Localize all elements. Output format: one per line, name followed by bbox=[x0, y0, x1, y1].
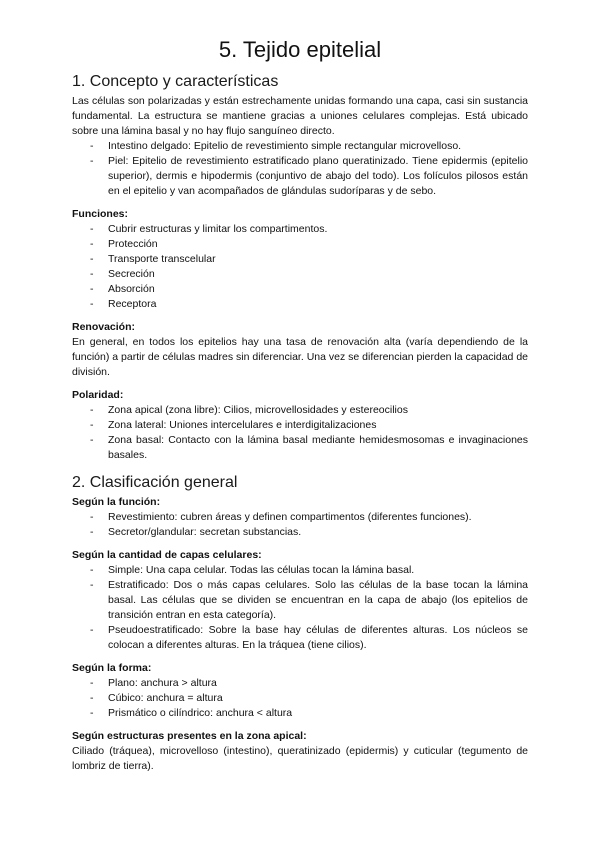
paragraph: Las células son polarizadas y están estrechamente unidas formando una capa, casi sin sustancia fundamental. La estructura se mantiene gracias a uniones celulares complejas. Está ubicado sobre una lámina basal y no hay flujo sanguíneo directo. bbox=[72, 95, 528, 137]
page-title: 5. Tejido epitelial bbox=[218, 37, 382, 62]
list-item: - Zona apical (zona libre): Cilios, microvellosidades y estereocilios bbox=[90, 403, 528, 418]
list-item: - Revestimiento: cubren áreas y definen compartimentos (diferentes funciones). bbox=[90, 510, 528, 525]
subheading: Funciones: bbox=[72, 208, 129, 220]
bullet-list bbox=[72, 563, 528, 653]
subheading: Polaridad: bbox=[72, 389, 124, 401]
list-item: - Pseudoestratificado: Sobre la base hay células de diferentes alturas. Los núcleos se colocan a diferentes alturas. En la tráquea (tiene cilios). bbox=[90, 623, 528, 653]
list-item: - Zona lateral: Uniones intercelulares e interdigitalizaciones bbox=[90, 418, 528, 433]
subheading: Según la forma: bbox=[72, 662, 152, 674]
list-item: - Simple: Una capa celular. Todas las células tocan la lámina basal. bbox=[90, 563, 528, 578]
list-item: - Estratificado: Dos o más capas celulares. Solo las células de la base tocan la lámina basal. Las células que se dividen se encuentran en la capa de abajo (los epitelios de transición entran en esta categoría). bbox=[90, 578, 528, 623]
bullet-list bbox=[72, 403, 528, 463]
subheading: Según estructuras presentes en la zona apical: bbox=[72, 730, 307, 742]
bullet-list bbox=[72, 139, 528, 199]
list-item: - Intestino delgado: Epitelio de revestimiento simple rectangular microvelloso. bbox=[90, 139, 528, 154]
list-item: - Cúbico: anchura = altura bbox=[90, 691, 528, 706]
subheading: Según la cantidad de capas celulares: bbox=[72, 549, 262, 561]
list-item: - Protección bbox=[90, 237, 528, 252]
list-item: - Cubrir estructuras y limitar los compartimentos. bbox=[90, 222, 528, 237]
list-item: - Absorción bbox=[90, 282, 528, 297]
list-item: - Plano: anchura > altura bbox=[90, 676, 528, 691]
paragraph: Ciliado (tráquea), microvelloso (intestino), queratinizado (epidermis) y cuticular (tegumento de lombriz de tierra). bbox=[72, 745, 528, 772]
list-item: - Piel: Epitelio de revestimiento estratificado plano queratinizado. Tiene epidermis (epitelio superior), dermis e hipodermis (conjuntivo de abajo del todo). Los folículos pilosos están en el epitelio y van acompañados de glándulas sudoríparas y de sebo. bbox=[90, 154, 528, 199]
list-item: - Prismático o cilíndrico: anchura < altura bbox=[90, 706, 528, 721]
list-item: - Receptora bbox=[90, 297, 528, 312]
bullet-list bbox=[72, 676, 528, 721]
list-item: - Secreción bbox=[90, 267, 528, 282]
subheading: Renovación: bbox=[72, 321, 136, 333]
list-item: - Transporte transcelular bbox=[90, 252, 528, 267]
section-heading: 2. Clasificación general bbox=[72, 474, 238, 491]
bullet-list bbox=[72, 222, 528, 312]
subheading: Según la función: bbox=[72, 496, 161, 508]
bullet-list bbox=[72, 510, 528, 540]
list-item: - Secretor/glandular: secretan substancias. bbox=[90, 525, 528, 540]
section-heading: 1. Concepto y características bbox=[72, 73, 279, 90]
list-item: - Zona basal: Contacto con la lámina basal mediante hemidesmosomas e invaginaciones basales. bbox=[90, 433, 528, 463]
paragraph: En general, en todos los epitelios hay una tasa de renovación alta (varía dependiendo de la función) a partir de células madres sin diferenciar. Una vez se diferencian pierden la capacidad de división. bbox=[72, 336, 528, 378]
